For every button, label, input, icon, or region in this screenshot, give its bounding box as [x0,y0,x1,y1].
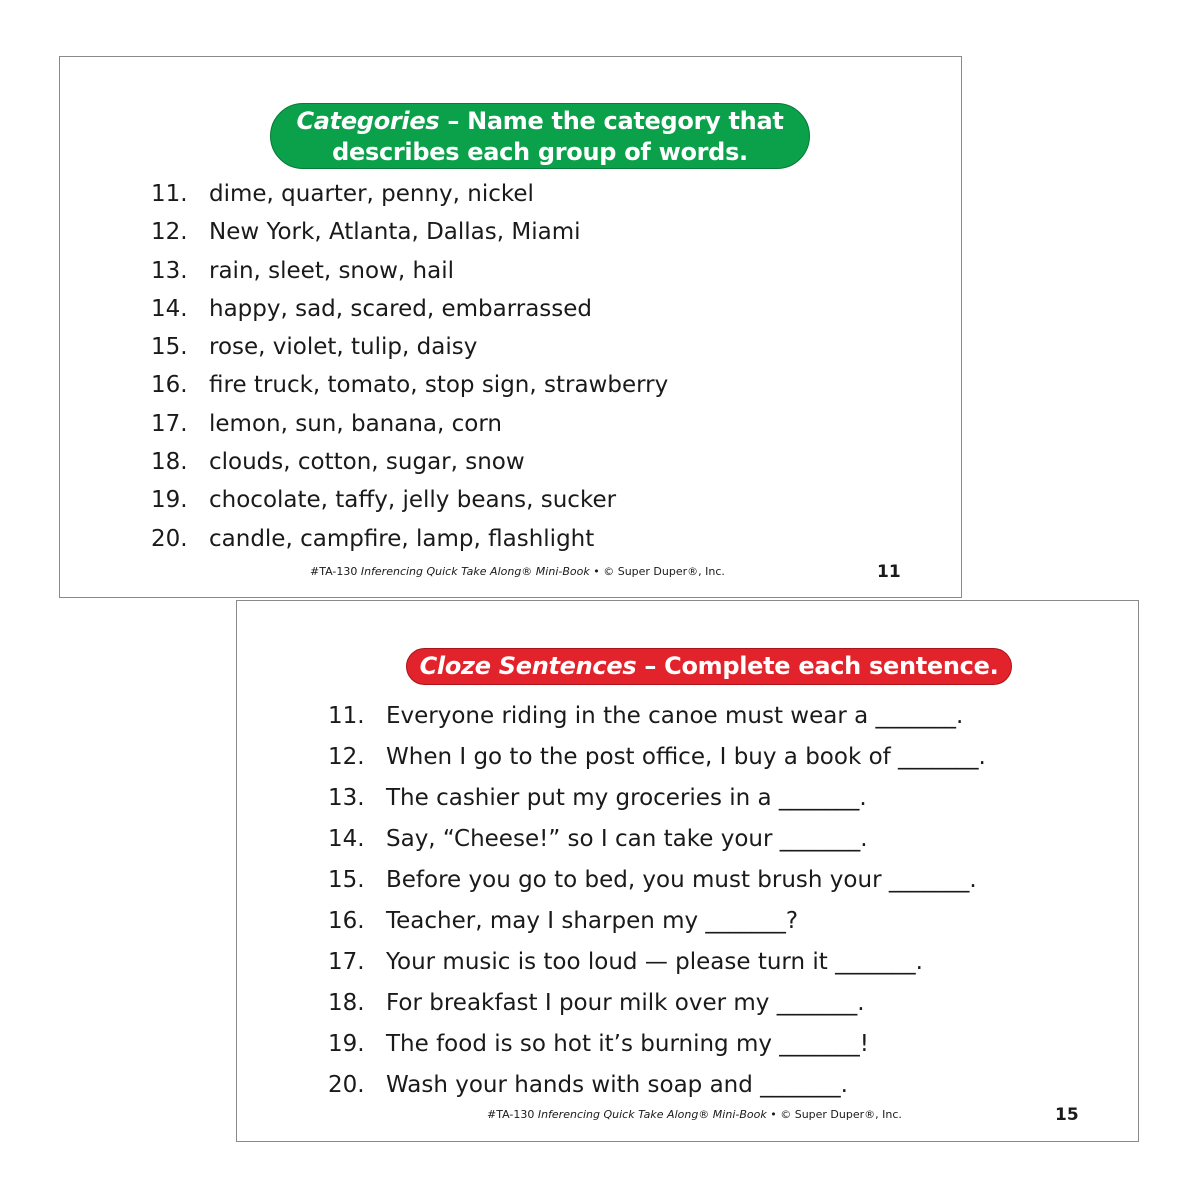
item-text: rain, sleet, snow, hail [209,257,454,284]
item-text: Before you go to bed, you must brush your _______. [386,867,977,893]
item-number: 18. [328,990,365,1016]
list-item [151,328,668,366]
item-text: rose, violet, tulip, daisy [209,334,478,361]
title-italic: Cloze Sentences [419,652,637,680]
item-text: chocolate, taffy, jelly beans, sucker [209,487,617,514]
footer [487,1108,902,1121]
item-number: 11. [328,703,365,729]
item-number: 20. [328,1072,365,1098]
title-line2: describes each group of words. [332,138,748,166]
cloze-title-banner [406,648,1012,685]
list-item [151,366,668,404]
list-item [151,443,668,481]
footer-code: #TA-130 [487,1108,538,1121]
item-text: clouds, cotton, sugar, snow [209,449,525,476]
item-number: 17. [328,949,365,975]
item-number: 18. [151,449,188,476]
footer-book: Inferencing Quick Take Along® Mini-Book [537,1108,767,1121]
list-item [151,252,668,290]
list-item [328,737,986,778]
list-item [328,983,986,1024]
list-item [151,213,668,251]
list-item [328,778,986,819]
item-number: 16. [151,372,188,399]
item-number: 19. [328,1031,365,1057]
item-number: 12. [151,219,188,246]
list-item [151,290,668,328]
list-item [328,901,986,942]
item-number: 11. [151,181,188,207]
item-text: When I go to the post office, I buy a book of _______. [386,744,986,770]
list-item [151,481,668,519]
list-item [328,942,986,983]
item-text: candle, campfire, lamp, flashlight [209,525,595,552]
item-text: Your music is too loud — please turn it _______. [386,949,923,975]
item-number: 13. [328,785,365,811]
categories-list [151,175,668,558]
page-number: 11 [877,562,901,582]
item-number: 15. [328,867,365,893]
item-text: Everyone riding in the canoe must wear a _______. [386,703,964,729]
item-number: 14. [151,295,188,322]
list-item [151,175,668,213]
item-text: Say, “Cheese!” so I can take your _______. [386,826,868,852]
list-item [151,520,668,558]
footer-copyright: • © Super Duper®, Inc. [766,1108,902,1121]
page-number: 15 [1055,1105,1079,1125]
item-text: Teacher, may I sharpen my _______? [386,908,799,934]
item-text: For breakfast I pour milk over my _______. [386,990,865,1016]
item-number: 15. [151,334,188,361]
title-rest: – Name the category that [439,107,784,135]
item-text: happy, sad, scared, embarrassed [209,295,593,322]
footer-code: #TA-130 [310,565,361,578]
list-item [328,1024,986,1065]
footer [310,565,725,578]
item-text: The cashier put my groceries in a _______. [386,785,867,811]
item-number: 12. [328,744,365,770]
item-text: New York, Atlanta, Dallas, Miami [209,219,581,246]
footer-copyright: • © Super Duper®, Inc. [589,565,725,578]
title-rest: – Complete each sentence. [636,652,999,680]
title-italic: Categories [296,107,440,135]
list-item [328,819,986,860]
item-text: The food is so hot it’s burning my _______! [386,1031,870,1057]
categories-card [59,56,962,598]
footer-book: Inferencing Quick Take Along® Mini-Book [360,565,590,578]
cloze-card [236,600,1139,1142]
item-text: fire truck, tomato, stop sign, strawberry [209,372,669,399]
list-item [328,1065,986,1106]
item-number: 17. [151,410,188,437]
list-item [151,405,668,443]
item-number: 13. [151,257,188,284]
cloze-list [328,696,986,1106]
item-text: dime, quarter, penny, nickel [209,181,534,207]
categories-title-banner [270,103,810,169]
item-number: 20. [151,525,188,552]
list-item [328,696,986,737]
list-item [328,860,986,901]
item-number: 14. [328,826,365,852]
item-text: Wash your hands with soap and _______. [386,1072,848,1098]
item-text: lemon, sun, banana, corn [209,410,502,437]
item-number: 16. [328,908,365,934]
item-number: 19. [151,487,188,514]
